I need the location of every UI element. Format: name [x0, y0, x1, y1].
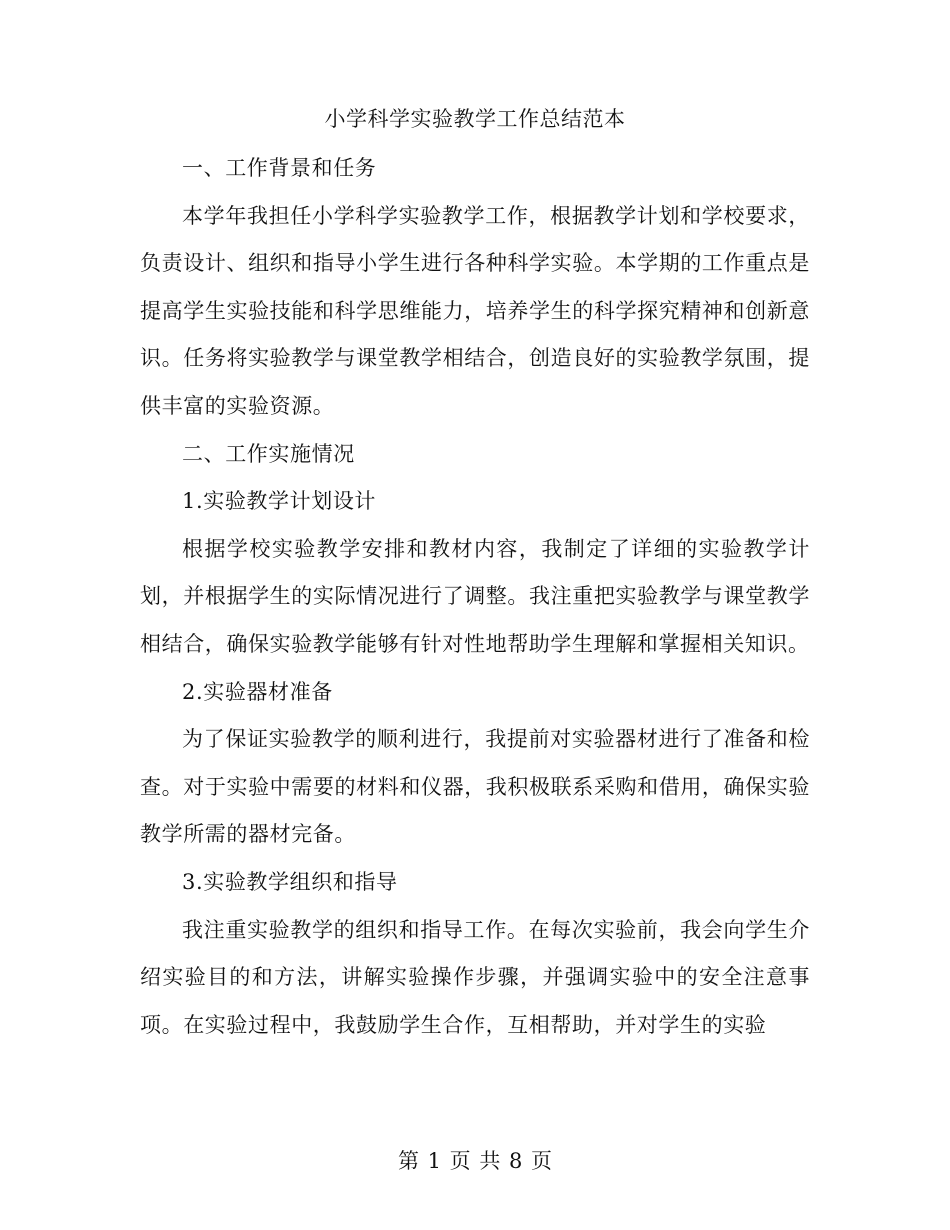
document-title: 小学科学实验教学工作总结范本 — [324, 107, 626, 131]
subheading-plan-design: 1.实验教学计划设计 — [182, 489, 377, 514]
subheading-equipment: 2.实验器材准备 — [182, 679, 333, 704]
paragraph-plan-design: 根据学校实验教学安排和教材内容，我制定了详细的实验教学计划，并根据学生的实际情况进行了调整。我注重把实验教学与课堂教学相结合，确保实验教学能够有针对性地帮助学生理解和掌握相关知识。 — [140, 536, 810, 656]
paragraph-organization: 我注重实验教学的组织和指导工作。在每次实验前，我会向学生介绍实验目的和方法，讲解实验操作步骤，并强调实验中的安全注意事项。在实验过程中，我鼓励学生合作，互相帮助，并对学生的实验 — [140, 917, 810, 1037]
paragraph-background: 本学年我担任小学科学实验教学工作，根据教学计划和学校要求，负责设计、组织和指导小学生进行各种科学实验。本学期的工作重点是提高学生实验技能和科学思维能力，培养学生的科学探究精神和创新意识。任务将实验教学与课堂教学相结合，创造良好的实验教学氛围，提供丰富的实验资源。 — [140, 203, 810, 418]
paragraph-equipment: 为了保证实验教学的顺利进行，我提前对实验器材进行了准备和检查。对于实验中需要的材料和仪器，我积极联系采购和借用，确保实验教学所需的器材完备。 — [140, 727, 810, 847]
subheading-organization: 3.实验教学组织和指导 — [182, 869, 398, 894]
section-heading-background: 一、工作背景和任务 — [182, 156, 377, 180]
page-number-footer: 第 1 页 共 8 页 — [397, 1149, 553, 1173]
section-heading-implementation: 二、工作实施情况 — [182, 441, 355, 466]
document-body — [140, 145, 810, 1049]
